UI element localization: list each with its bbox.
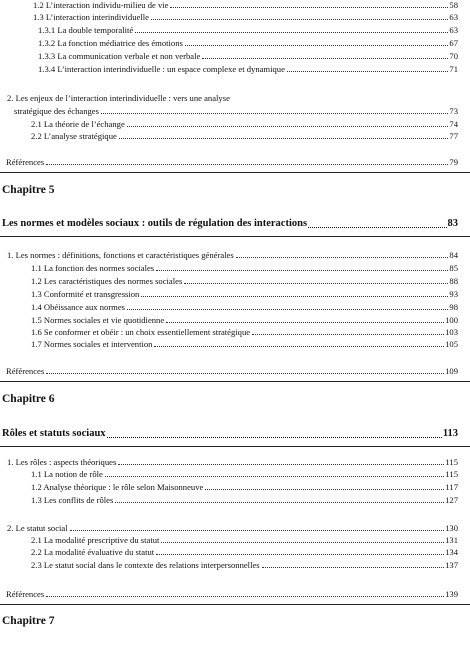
toc-entry-title: 1. Les rôles : aspects théoriques (7, 457, 117, 467)
toc-entry-title: 1.2 L’interaction individu-milieu de vie (33, 0, 169, 10)
toc-entry-title: 1.1 La fonction des normes sociales (31, 263, 155, 273)
toc-entry[interactable] (31, 482, 458, 492)
toc-entry-title: 1.2 Analyse théorique : le rôle selon Maisonneuve (31, 482, 204, 492)
toc-entry-page: 115 (445, 469, 458, 479)
toc-entry[interactable] (38, 25, 458, 35)
toc-entry-page: 88 (449, 276, 458, 286)
chapter-heading: Chapitre 7 (2, 615, 55, 627)
toc-entry-title: 2.3 Le statut social dans le contexte des relations interpersonnelles (31, 560, 260, 570)
chapter-title: Les normes et modèles sociaux : outils de régulation des interactions (2, 218, 308, 229)
toc-entry-title: 1.3 Les conflits de rôles (31, 495, 114, 505)
leader-dots (46, 163, 448, 165)
leader-dots (119, 137, 449, 139)
toc-entry-title: 2.2 La modalité évaluative du statut (31, 547, 155, 557)
chapter-divider (0, 381, 470, 382)
leader-dots (308, 226, 446, 228)
toc-entry-title: 1.4 Obéissance aux normes (31, 302, 126, 312)
toc-entry[interactable] (31, 327, 458, 337)
toc-entry-page: 131 (445, 535, 458, 545)
leader-dots (141, 295, 448, 297)
leader-dots (107, 436, 442, 438)
toc-entry-title: 1.7 Normes sociales et intervention (31, 339, 153, 349)
toc-entry[interactable] (7, 250, 458, 260)
leader-dots (166, 321, 444, 323)
toc-entry-page: 137 (445, 560, 458, 570)
toc-entry[interactable] (31, 276, 458, 286)
leader-dots (156, 269, 448, 271)
toc-entry-page: 73 (449, 106, 458, 116)
toc-entry-page: 103 (445, 327, 458, 337)
toc-entry-title: 2.1 La modalité prescriptive du statut (31, 535, 160, 545)
toc-entry-page: 105 (445, 339, 458, 349)
toc-entry-page: 117 (445, 482, 458, 492)
toc-entry-page: 79 (449, 157, 458, 167)
toc-entry-page: 127 (445, 495, 458, 505)
leader-dots (185, 44, 449, 46)
toc-entry[interactable] (7, 523, 458, 533)
leader-dots (161, 541, 444, 543)
toc-entry[interactable] (31, 547, 458, 557)
toc-section-title-line1[interactable]: 2. Les enjeux de l’interaction interindividuelle : vers une analyse (7, 93, 230, 103)
chapter-title-entry[interactable] (2, 218, 458, 230)
toc-entry[interactable] (14, 106, 458, 116)
leader-dots (184, 282, 448, 284)
toc-entry[interactable] (38, 64, 458, 74)
toc-entry[interactable] (31, 339, 458, 349)
toc-entry[interactable] (38, 38, 458, 48)
toc-entry-title: 1.3.3 La communication verbale et non verbale (38, 51, 201, 61)
toc-entry[interactable] (31, 469, 458, 479)
leader-dots (236, 256, 449, 258)
toc-entry-page: 71 (449, 64, 458, 74)
toc-entry-page: 93 (449, 289, 458, 299)
toc-entry-title: 1. Les normes : définitions, fonctions et caractéristiques générales (7, 250, 234, 260)
leader-dots (46, 372, 444, 374)
toc-entry[interactable] (31, 495, 458, 505)
toc-entry-references[interactable] (6, 589, 458, 599)
toc-entry-page: 70 (449, 51, 458, 61)
toc-entry-title: 1.3.1 La double temporalité (38, 25, 134, 35)
leader-dots (156, 553, 444, 555)
toc-entry-page: 84 (449, 250, 458, 260)
toc-entry-page: 63 (449, 12, 458, 22)
chapter-divider (0, 446, 470, 447)
toc-entry-title: 1.6 Se conformer et obéir : un choix essentiellement stratégique (31, 327, 251, 337)
toc-entry-page: 63 (449, 25, 458, 35)
chapter-title: Rôles et statuts sociaux (2, 428, 106, 439)
toc-entry-title: 1.3.4 L’interaction interindividuelle : un espace complexe et dynamique (38, 64, 285, 74)
leader-dots (101, 112, 448, 114)
leader-dots (70, 529, 444, 531)
toc-entry-title: 1.2 Les caractéristiques des normes sociales (31, 276, 183, 286)
chapter-heading: Chapitre 6 (2, 393, 55, 405)
chapter-title-page: 113 (442, 428, 458, 439)
toc-entry[interactable] (31, 289, 458, 299)
toc-entry[interactable] (31, 315, 458, 325)
toc-entry-title: 1.3.2 La fonction médiatrice des émotions (38, 38, 183, 48)
chapter-title-page: 83 (447, 218, 458, 229)
toc-entry-title: 2.2 L’analyse stratégique (31, 131, 117, 141)
leader-dots (202, 57, 448, 59)
leader-dots (115, 501, 444, 503)
toc-entry-page: 77 (449, 131, 458, 141)
leader-dots (151, 18, 449, 20)
chapter-heading: Chapitre 5 (2, 184, 55, 196)
toc-entry-title: Références (6, 157, 45, 167)
toc-entry-references[interactable] (6, 157, 458, 167)
leader-dots (127, 308, 448, 310)
leader-dots (205, 488, 444, 490)
toc-entry-page: 67 (449, 38, 458, 48)
toc-entry-title: 1.3 L’interaction interindividuelle (33, 12, 149, 22)
leader-dots (252, 333, 444, 335)
leader-dots (118, 463, 444, 465)
toc-entry-page: 134 (445, 547, 458, 557)
toc-entry-page: 130 (445, 523, 458, 533)
chapter-divider (0, 172, 470, 173)
toc-entry[interactable] (31, 263, 458, 273)
toc-entry-page: 58 (449, 0, 458, 10)
leader-dots (127, 125, 449, 127)
toc-entry-page: 98 (449, 302, 458, 312)
leader-dots (154, 345, 444, 347)
toc-entry[interactable] (7, 457, 458, 467)
leader-dots (105, 475, 445, 477)
toc-entry[interactable] (33, 12, 458, 22)
leader-dots (135, 31, 448, 33)
toc-entry-title: 2.1 La théorie de l’échange (31, 119, 125, 129)
toc-entry-page: 85 (449, 263, 458, 273)
toc-entry[interactable] (31, 560, 458, 570)
toc-entry-page: 109 (445, 366, 458, 376)
toc-entry-title: 2. Le statut social (7, 523, 68, 533)
chapter-divider (0, 604, 470, 605)
toc-entry-title: Références (6, 366, 45, 376)
toc-entry-title: 1.5 Normes sociales et vie quotidienne (31, 315, 165, 325)
chapter-title-entry[interactable] (2, 428, 458, 440)
leader-dots (170, 6, 448, 8)
toc-entry-title: 1.3 Conformité et transgression (31, 289, 140, 299)
toc-entry-page: 115 (445, 457, 458, 467)
toc-entry-references[interactable] (6, 366, 458, 376)
toc-entry[interactable] (38, 51, 458, 61)
toc-entry-title: 1.1 La notion de rôle (31, 469, 103, 479)
leader-dots (46, 595, 444, 597)
toc-section-title-line2: stratégique des échanges (14, 106, 99, 116)
chapter-divider (0, 236, 470, 237)
toc-entry-page: 74 (449, 119, 458, 129)
toc-entry-page: 100 (445, 315, 458, 325)
toc-entry[interactable] (31, 302, 458, 312)
toc-entry[interactable] (33, 0, 458, 10)
toc-entry[interactable] (31, 119, 458, 129)
toc-entry[interactable] (31, 131, 458, 141)
toc-entry-title: Références (6, 589, 45, 599)
toc-entry-page: 139 (445, 589, 458, 599)
leader-dots (287, 70, 448, 72)
leader-dots (262, 566, 444, 568)
toc-entry[interactable] (31, 535, 458, 545)
